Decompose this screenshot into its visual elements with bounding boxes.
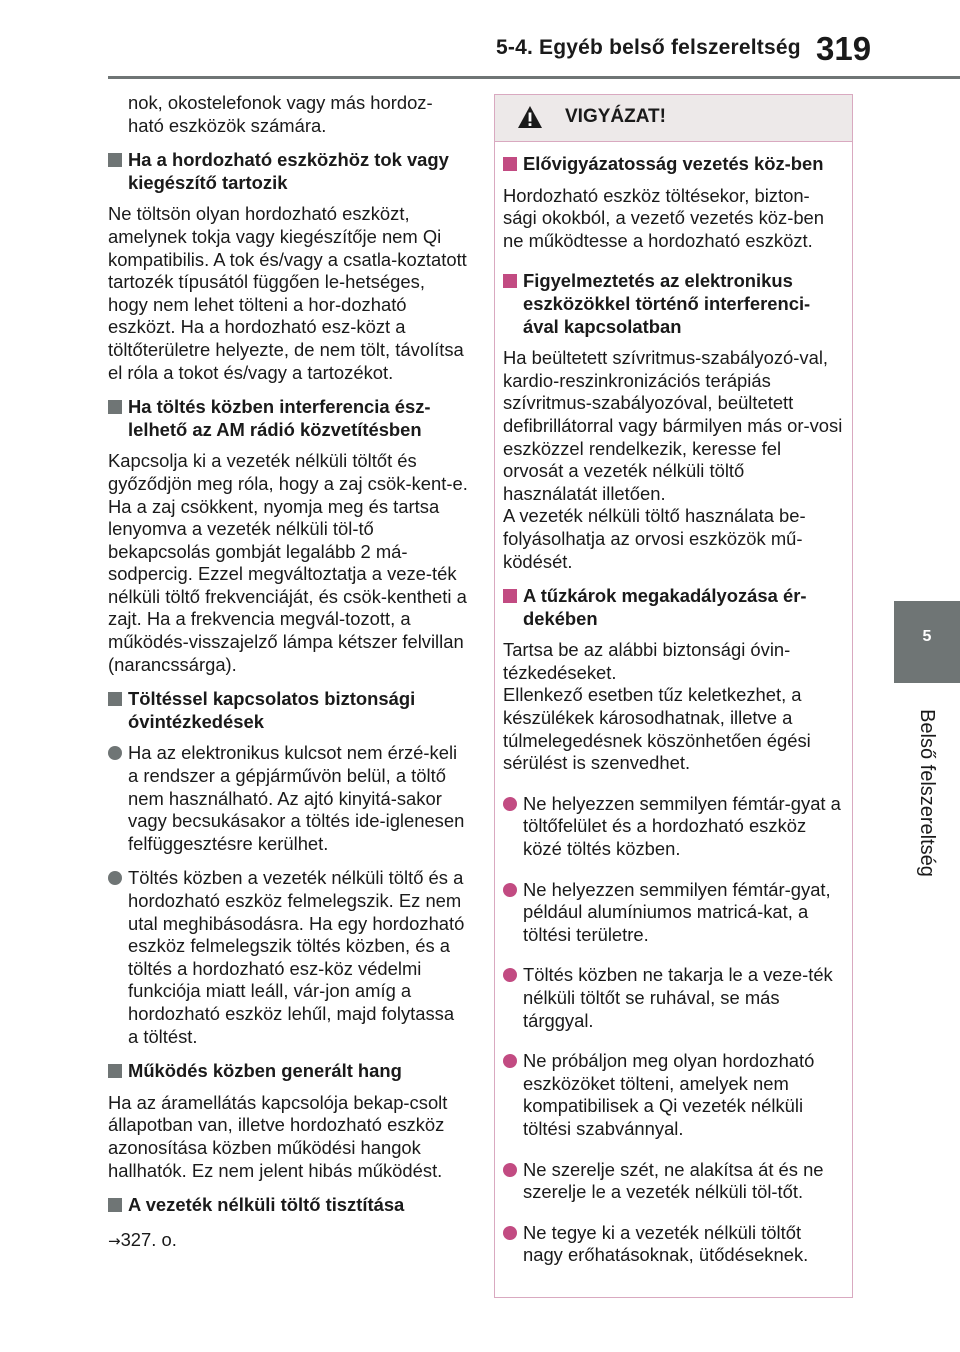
page-reference[interactable] xyxy=(108,1229,468,1253)
section-heading: A vezeték nélküli töltő tisztítása xyxy=(108,1194,468,1217)
header-divider xyxy=(108,76,960,79)
bullet-item: Ne szerelje szét, ne alakítsa át és ne szerelje le a vezeték nélküli töl-tőt. xyxy=(503,1159,843,1204)
bullet-item: Ne próbáljon meg olyan hordozható eszközöket tölteni, amelyek nem kompatibilisek a Qi vezeték nélküli töltési szabvánnyal. xyxy=(503,1050,843,1140)
section-heading: Ha a hordozható eszközhöz tok vagy kiegészítő tartozik xyxy=(108,149,468,194)
section-title: 5-4. Egyéb belső felszereltség xyxy=(496,36,801,59)
warning-header xyxy=(495,95,852,142)
section-heading: Ha töltés közben interferencia ész-lelhető az AM rádió közvetítésben xyxy=(108,396,468,441)
warning-box xyxy=(494,94,853,1298)
section-body: Ha az áramellátás kapcsolója bekap-csolt állapotban van, illetve hordozható eszköz azonosítása közben működési hangok hallhatók. Ez nem jelent hibás működést. xyxy=(108,1091,448,1181)
section-heading: Töltéssel kapcsolatos biztonsági óvintézkedések xyxy=(108,688,468,733)
bullet-item: Töltés közben a vezeték nélküli töltő és a hordozható eszköz felmelegszik. Ez nem utal meghibásodásra. Ha egy hordozható eszköz felmelegszik töltés közben, és a töltés a hordozható esz-köz védelmi funkciója miatt leáll, vár-jon amíg a hordozható eszköz lehűl, majd folytassa a töltést. xyxy=(108,867,468,1048)
section-body: Ha beültetett szívritmus-szabályozó-val, kardio-reszinkronizációs terápiás szívritmus-szabályozóval, beültetett defibrillátorral vagy bármilyen más or-vosi eszközzel rendelkezik, keresse fel orvosát a vezeték nélküli töltő használatát illetően. xyxy=(503,347,843,504)
section-heading: Elővigyázatosság vezetés köz-ben xyxy=(503,153,843,176)
arrow-icon: → xyxy=(108,1231,121,1250)
section-body: Kapcsolja ki a vezeték nélküli töltőt és győződjön meg róla, hogy a zaj csök-kent-e. Ha a zaj csökkent, nyomja meg és tartsa lenyomva a vezeték nélküli töl-tő bekapcsolás gombját legalább 2 má-sodpercig. Ezzel megváltoztatja a veze-ték nélküli töltő frekvenciáját, és csök-kentheti a zajt. Ha a frekvencia megvál-tozott, a működés-visszajelző lámpa kétszer felvillan (narancssárga). xyxy=(108,450,468,675)
section-heading: Működés közben generált hang xyxy=(108,1060,468,1083)
chapter-tab-label: Belső felszereltség xyxy=(916,709,938,877)
section-body: Hordozható eszköz töltésekor, bizton-sági okokból, a vezető vezetés köz-ben ne működtesse a hordozható eszközt. xyxy=(503,184,825,251)
warning-title: VIGYÁZAT! xyxy=(565,106,666,127)
page-reference-text: 327. o. xyxy=(120,1228,177,1250)
section-body: Tartsa be az alábbi biztonsági óvin-tézkedéseket. xyxy=(503,639,791,683)
bullet-item: Ne helyezzen semmilyen fémtár-gyat, például alumíniumos matricá-kat, a töltési területre. xyxy=(503,879,843,947)
section-heading: Figyelmeztetés az elektronikus eszközökkel történő interferenci-ával kapcsolatban xyxy=(503,270,843,338)
section-body: Ellenkező esetben tűz keletkezhet, a készülékek károsodhatnak, illetve a túlmelegedésnek köszönhetően égési sérülést is szenvedhet. xyxy=(503,684,811,774)
bullet-item: Ne tegye ki a vezeték nélküli töltőt nagy erőhatásoknak, ütődéseknek. xyxy=(503,1222,843,1267)
warning-content xyxy=(503,153,843,1267)
bullet-item: Ha az elektronikus kulcsot nem érzé-keli a rendszer a gépjárművön belül, a töltő nem használható. Az ajtó kinyitá-sakor vagy becsukásakor a töltés ide-iglenesen felfüggesztésre kerülhet. xyxy=(108,742,468,855)
section-body: A vezeték nélküli töltő használata be-folyásolhatja az orvosi eszközök mű-ködését. xyxy=(503,505,806,572)
page-number: 319 xyxy=(816,30,872,67)
section-heading: A tűzkárok megakadályozása ér-dekében xyxy=(503,585,843,630)
left-column xyxy=(108,92,468,1252)
warning-triangle-icon xyxy=(517,105,543,129)
section-body: Ne töltsön olyan hordozható eszközt, amelynek tokja vagy kiegészítője nem Qi kompatibilis. A tok és/vagy a csatla-koztatott tartozék típusától függően le-hetséges, hogy nem lehet tölteni a hor-dozható eszközt. Ha a hordozható esz-közt a töltőterületre helyezte, de nem tölt, távolítsa el róla a tokot és/vagy a tartozékot. xyxy=(108,203,467,383)
chapter-tab xyxy=(894,683,960,903)
intro-paragraph: nok, okostelefonok vagy más hordoz-ható eszközök számára. xyxy=(128,92,433,136)
bullet-item: Töltés közben ne takarja le a veze-ték nélküli töltőt se ruhával, se más tárggyal. xyxy=(503,964,843,1032)
bullet-item: Ne helyezzen semmilyen fémtár-gyat a töltőfelület és a hordozható eszköz közé töltés közben. xyxy=(503,793,843,861)
chapter-tab-number: 5 xyxy=(894,601,960,683)
